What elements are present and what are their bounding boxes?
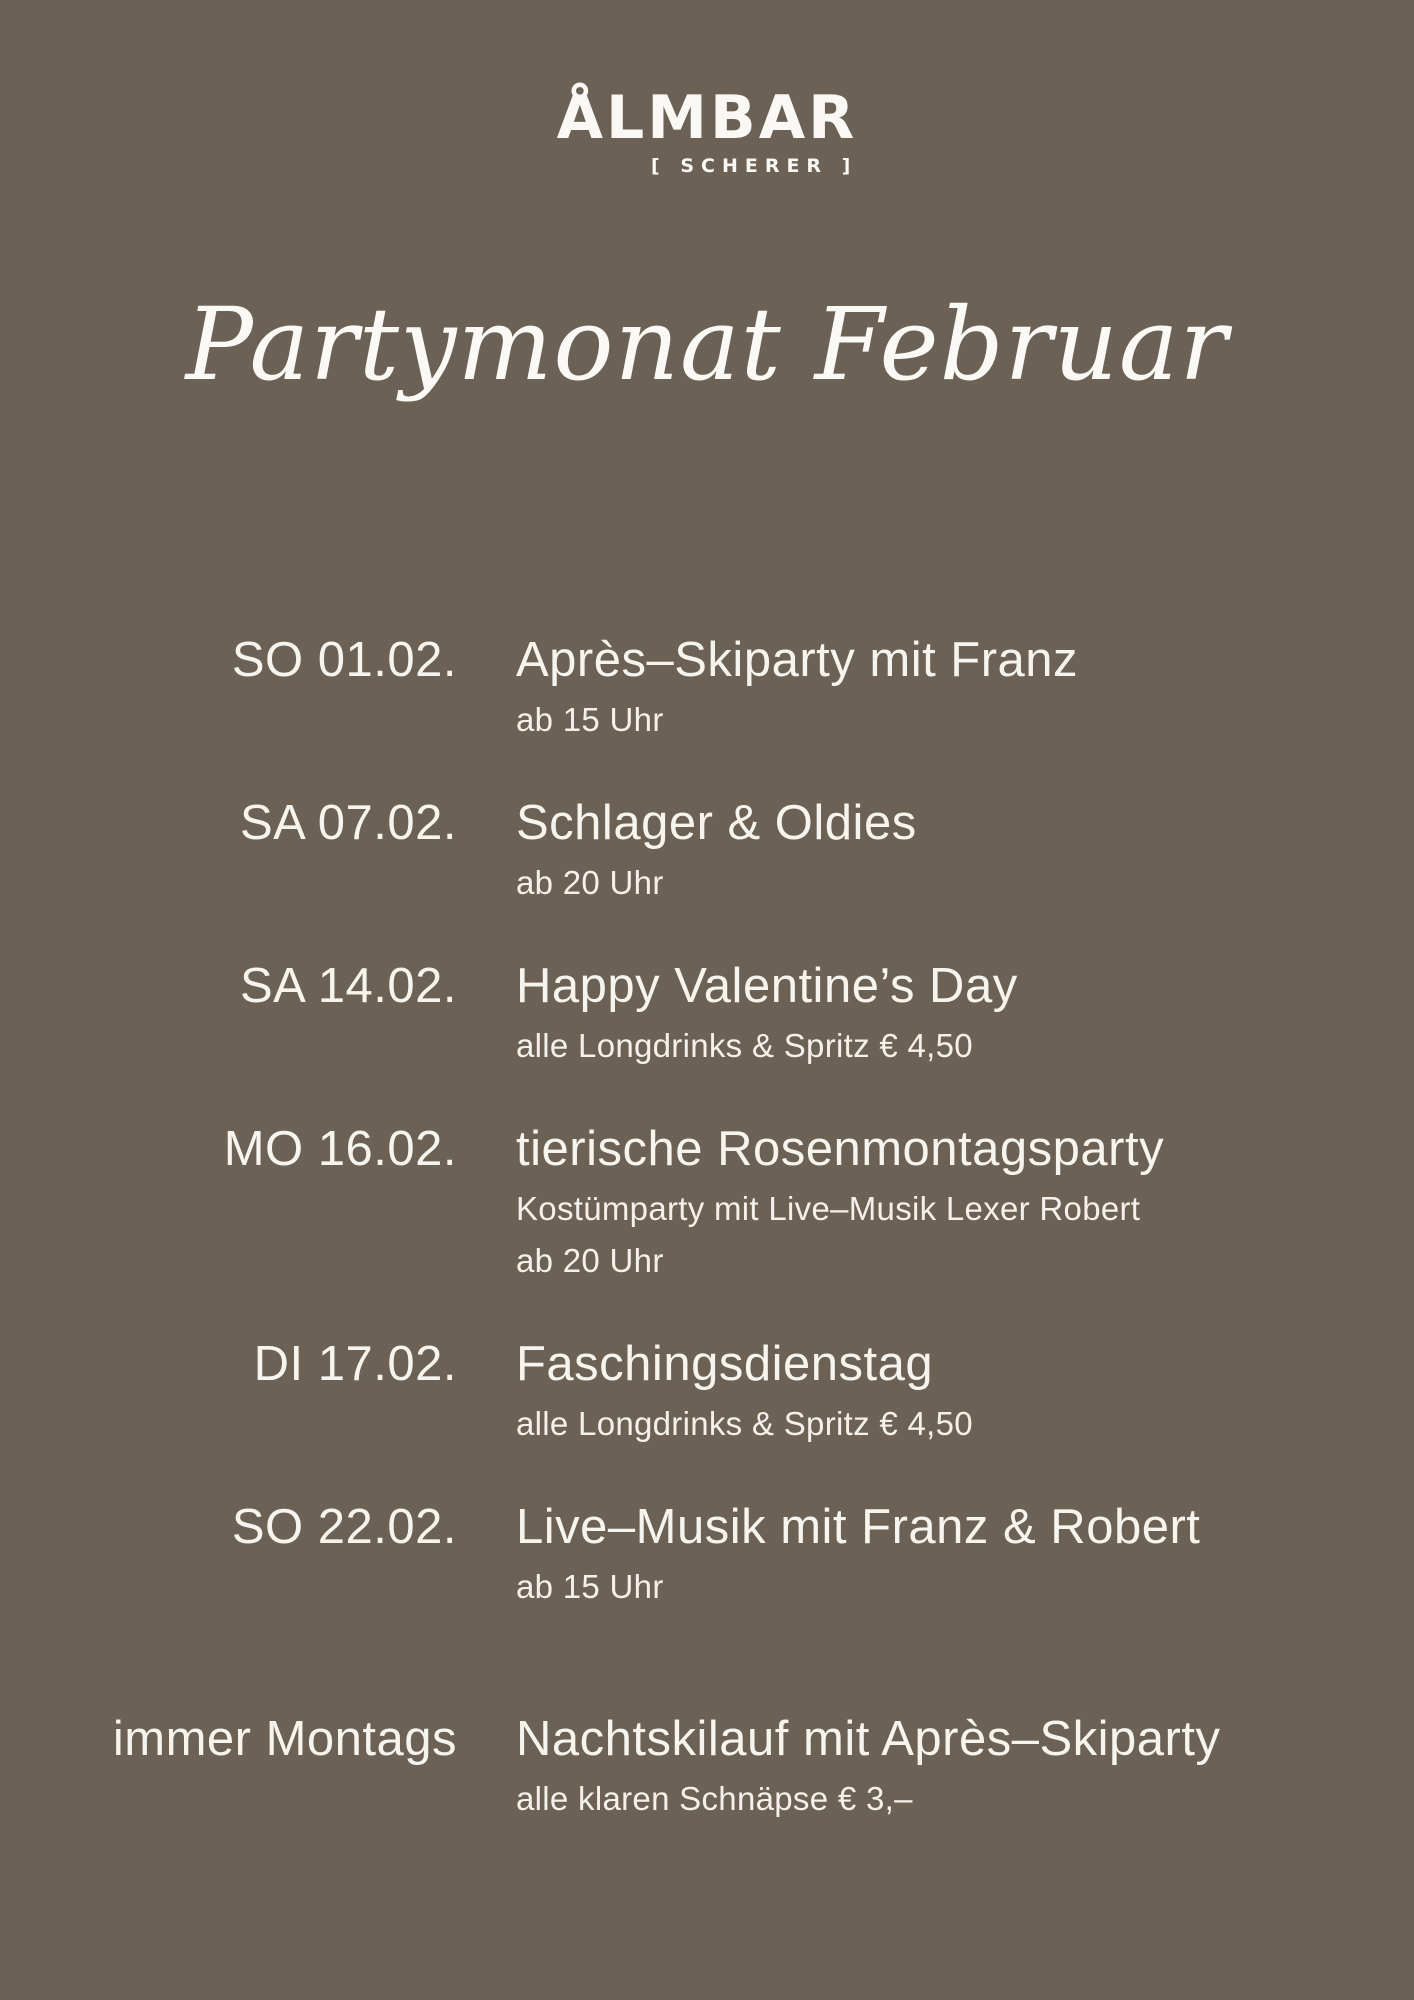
event-date: SA 07.02. [239,795,457,850]
event-row [0,628,1414,745]
event-body [516,1707,1414,1824]
event-detail: ab 15 Uhr [516,700,664,738]
event-title: tierische Rosenmontagsparty [516,1121,1165,1176]
recurring-event-row [0,1707,1414,1824]
brand-subtitle: [ SCHERER ] [651,155,858,178]
event-title: Faschingsdienstag [516,1336,934,1391]
event-detail: alle Longdrinks & Spritz € 4,50 [516,1404,973,1442]
event-date: SO 01.02. [231,632,457,687]
event-row [0,954,1414,1071]
event-body [516,628,1414,745]
event-detail: Kostümparty mit Live–Musik Lexer Robert [516,1189,1141,1227]
event-title: Schlager & Oldies [516,795,917,850]
event-row [0,1495,1414,1612]
recurring-detail: alle klaren Schnäpse € 3,– [516,1779,913,1817]
event-date: DI 17.02. [253,1336,457,1391]
event-detail: alle Longdrinks & Spritz € 4,50 [516,1026,973,1064]
event-body [516,954,1414,1071]
event-row [0,791,1414,908]
brand-name: ÅLMBAR [556,83,858,153]
event-title: Happy Valentine’s Day [516,958,1018,1013]
event-detail: ab 15 Uhr [516,1567,664,1605]
event-title: Après–Skiparty mit Franz [516,632,1079,687]
event-title: Live–Musik mit Franz & Robert [516,1499,1201,1554]
logo-block [0,0,1414,180]
event-date: MO 16.02. [223,1121,457,1176]
event-date: SO 22.02. [231,1499,457,1554]
recurring-title: Nachtskilauf mit Après–Skiparty [516,1711,1221,1766]
brand-logo [557,85,858,180]
event-body [516,791,1414,908]
event-date: SA 14.02. [239,958,457,1013]
event-body [516,1117,1414,1286]
event-detail: ab 20 Uhr [516,1241,664,1279]
recurring-date: immer Montags [112,1711,457,1766]
event-row [0,1117,1414,1286]
event-detail: ab 20 Uhr [516,863,664,901]
event-list [0,628,1414,1824]
script-headline: Partymonat Februar [185,285,1229,403]
event-row [0,1332,1414,1449]
event-body [516,1495,1414,1612]
event-body [516,1332,1414,1449]
